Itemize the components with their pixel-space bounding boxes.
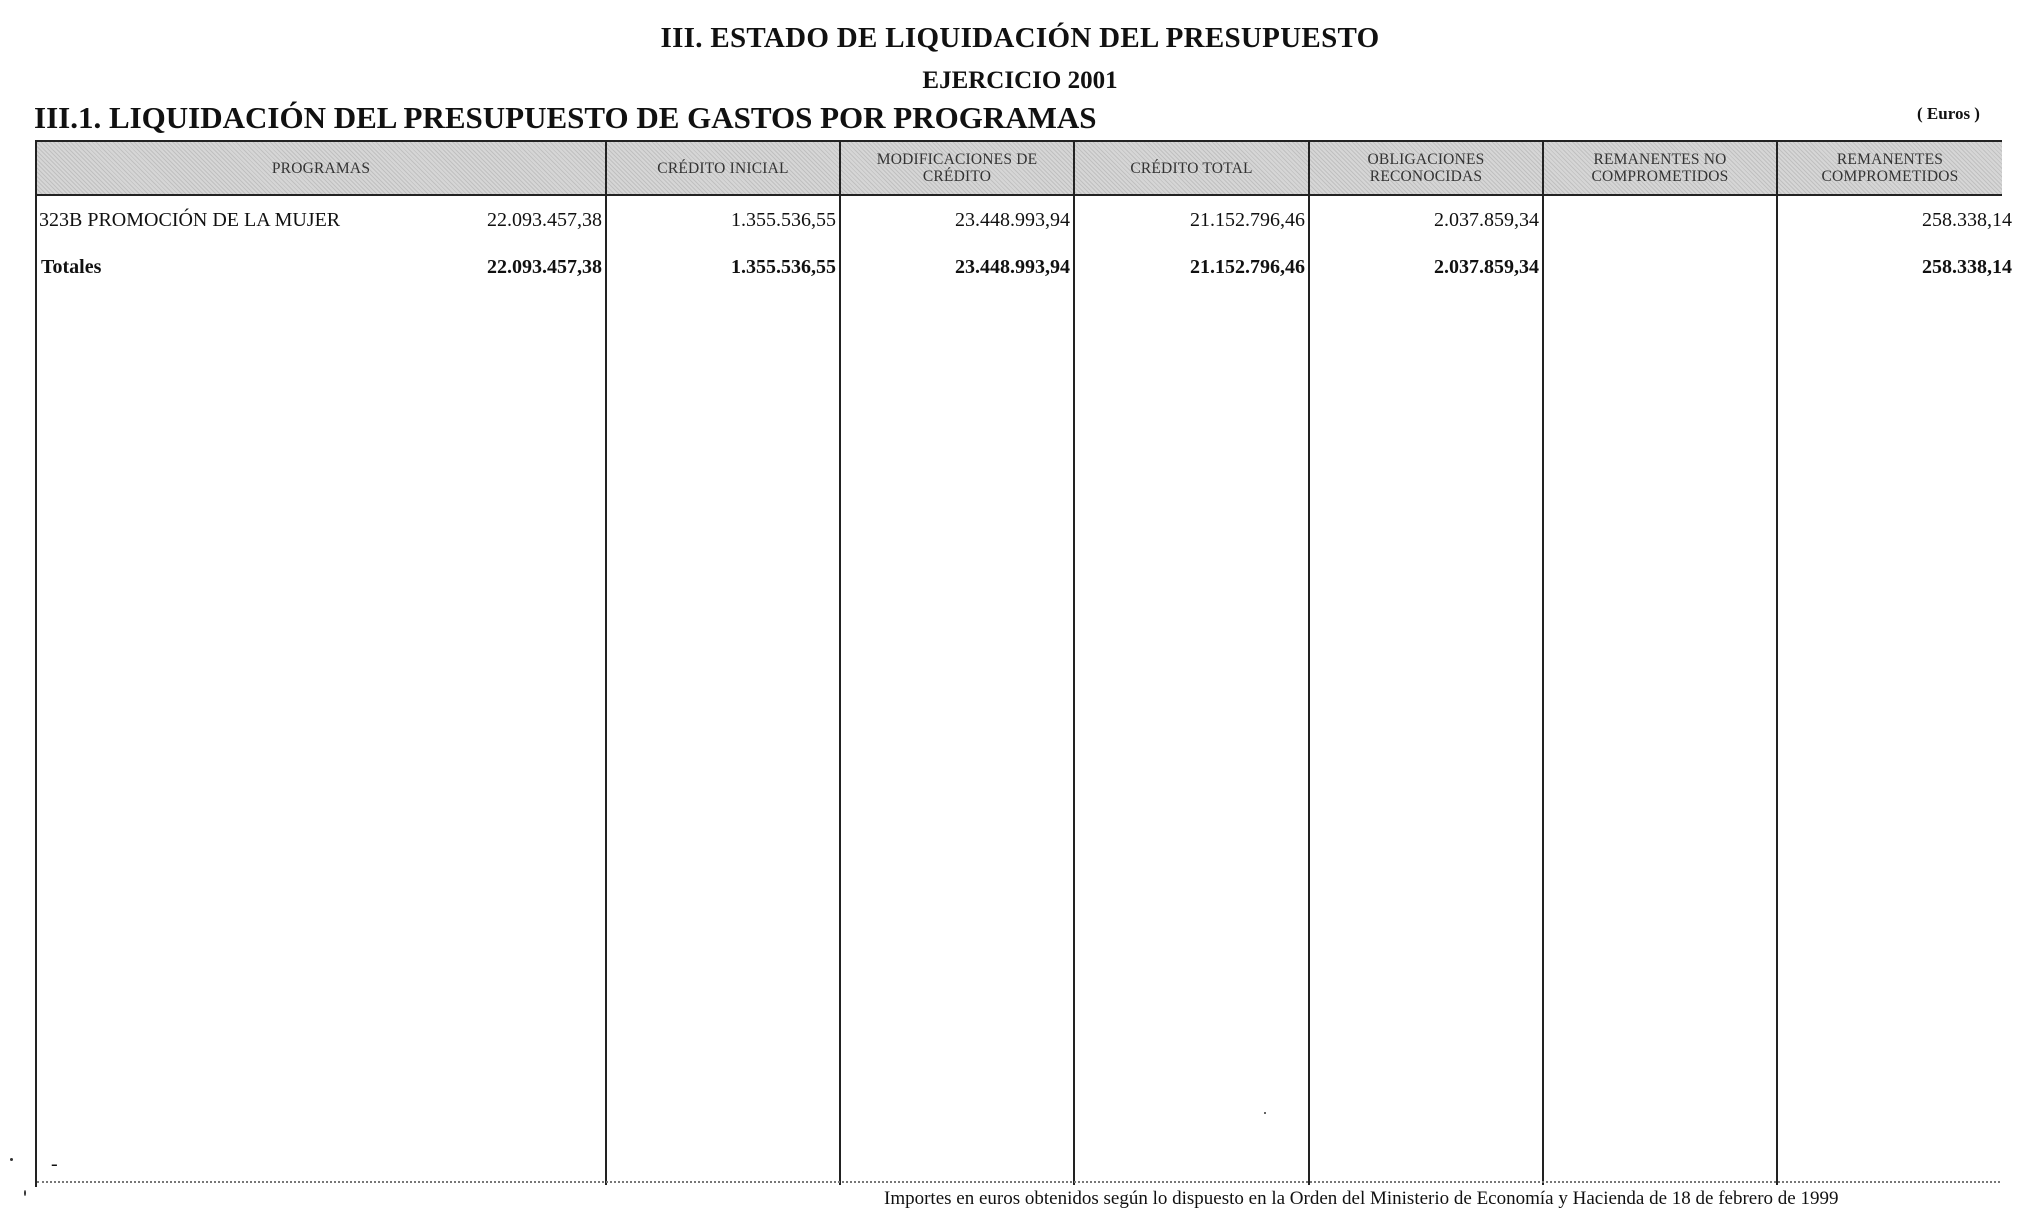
- scan-speck: [1264, 1112, 1266, 1114]
- col-header-remanentes-comp: [1778, 142, 2002, 194]
- scan-speck: [24, 1190, 26, 1196]
- report-subtitle: EJERCICIO 2001: [922, 67, 1118, 94]
- cell-programa: 323B PROMOCIÓN DE LA MUJER: [39, 209, 341, 231]
- report-title: III. ESTADO DE LIQUIDACIÓN DEL PRESUPUESTO: [660, 22, 1380, 54]
- col-header-modificaciones: [841, 142, 1073, 194]
- table-row: [37, 205, 2012, 235]
- total-credito-total: 23.448.993,94: [955, 256, 1070, 278]
- cell-credito-total: 23.448.993,94: [955, 209, 1070, 231]
- col-header-label: REMANENTES NO COMPROMETIDOS: [1591, 151, 1729, 185]
- scan-speck: [10, 1158, 13, 1161]
- col-header-programas: [37, 142, 605, 194]
- total-credito-inicial: 22.093.457,38: [487, 256, 602, 278]
- units-label: ( Euros ): [1917, 104, 1980, 123]
- total-remanentes-no: 2.037.859,34: [1434, 256, 1539, 278]
- total-remanentes-comp: 258.338,14: [1922, 256, 2012, 278]
- cell-remanentes-no: 2.037.859,34: [1434, 209, 1539, 231]
- column-divider: [839, 142, 841, 1185]
- col-header-label: CRÉDITO TOTAL: [1130, 159, 1253, 177]
- col-header-label: OBLIGACIONES RECONOCIDAS: [1367, 151, 1485, 185]
- col-header-label: REMANENTES COMPROMETIDOS: [1821, 151, 1959, 185]
- budget-table: [35, 140, 2012, 1187]
- totals-row: [37, 252, 2012, 282]
- table-bottom-border: [37, 1181, 2000, 1183]
- cell-credito-inicial: 22.093.457,38: [487, 209, 602, 231]
- column-divider: [1073, 142, 1075, 1185]
- row-marker: -: [51, 1153, 58, 1175]
- total-obligaciones: 21.152.796,46: [1190, 256, 1305, 278]
- column-divider: [1776, 142, 1778, 1185]
- cell-obligaciones: 21.152.796,46: [1190, 209, 1305, 231]
- col-header-label: CRÉDITO INICIAL: [657, 159, 789, 177]
- col-header-obligaciones: [1310, 142, 1542, 194]
- total-modificaciones: 1.355.536,55: [731, 256, 836, 278]
- column-divider: [1542, 142, 1544, 1185]
- col-header-label: MODIFICACIONES DE CRÉDITO: [876, 151, 1038, 185]
- section-title: III.1. LIQUIDACIÓN DEL PRESUPUESTO DE GASTOS POR PROGRAMAS: [34, 100, 1097, 135]
- column-divider: [1308, 142, 1310, 1185]
- cell-modificaciones: 1.355.536,55: [731, 209, 836, 231]
- table-header: [37, 142, 2002, 196]
- column-divider: [605, 142, 607, 1185]
- footnote: Importes en euros obtenidos según lo dispuesto en la Orden del Ministerio de Economía y Hacienda de 18 de febrero de 1999: [884, 1188, 1839, 1209]
- cell-remanentes-comp: 258.338,14: [1922, 209, 2012, 231]
- totals-label: Totales: [41, 256, 102, 278]
- col-header-label: PROGRAMAS: [271, 159, 371, 177]
- col-header-credito-inicial: [607, 142, 839, 194]
- col-header-remanentes-no: [1544, 142, 1776, 194]
- col-header-credito-total: [1075, 142, 1308, 194]
